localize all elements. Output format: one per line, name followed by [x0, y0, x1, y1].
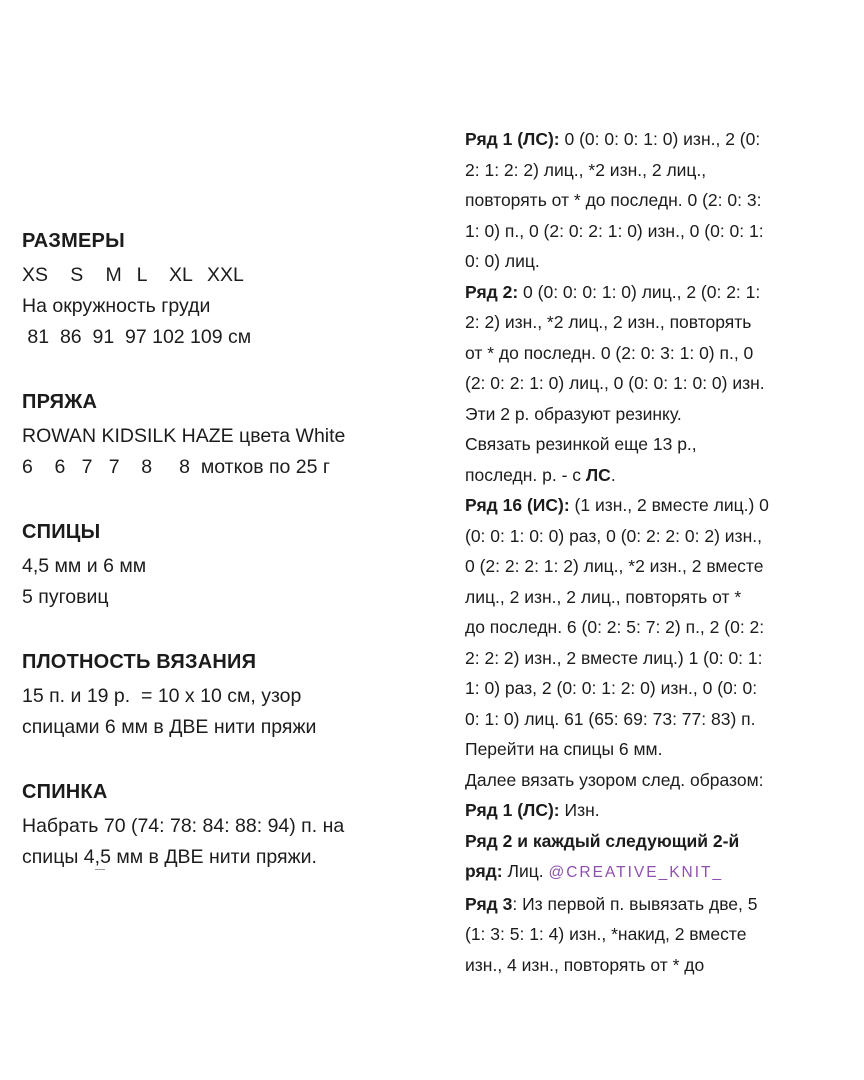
instruction-text: (0: 0: 1: 0: 0) раз, 0 (0: 2: 2: 0: 2) изн.,: [465, 525, 762, 546]
instruction-line: [465, 795, 857, 826]
yarn-title: ПРЯЖА: [22, 391, 98, 413]
row-label: Ряд 2 и каждый следующий 2-й: [465, 830, 740, 851]
yarn-name: ROWAN KIDSILK HAZE цвета White: [22, 425, 346, 447]
watermark-text: @CREATIVE_KNIT_: [548, 864, 724, 881]
instruction-line: [465, 856, 857, 889]
back-title: СПИНКА: [22, 781, 108, 803]
instruction-text: : Из первой п. вывязать две, 5: [512, 893, 758, 914]
instruction-text: 2: 2: 2) изн., 2 вместе лиц.) 1 (0: 0: 1:: [465, 647, 763, 668]
row-label: Ряд 16 (ИС):: [465, 495, 570, 515]
instruction-line: [465, 246, 857, 277]
instruction-line: [465, 124, 857, 155]
sizes-section: [22, 226, 432, 353]
instruction-text: 0 (2: 2: 2: 1: 2) лиц., *2 изн., 2 вместе: [465, 556, 764, 576]
needles-section: [22, 517, 432, 613]
sizes-title: РАЗМЕРЫ: [22, 230, 125, 252]
instruction-line: [465, 765, 857, 796]
instruction-line: [465, 399, 857, 430]
left-column: [22, 226, 432, 907]
row-label: Ряд 1 (ЛС):: [465, 800, 560, 820]
needles-line-1: 4,5 мм и 6 мм: [22, 555, 147, 577]
gauge-title: ПЛОТНОСТЬ ВЯЗАНИЯ: [22, 651, 257, 673]
instruction-text: (1: 3: 5: 1: 4) изн., *накид, 2 вместе: [465, 924, 747, 944]
needles-title: СПИЦЫ: [22, 521, 101, 543]
instruction-text: Изн.: [559, 800, 600, 820]
yarn-skeins: 6 6 7 7 8 8 мотков по 25 г: [22, 456, 331, 478]
instruction-line: [465, 368, 857, 399]
instruction-line: [465, 216, 857, 247]
size-labels: XS S M L XL XXL: [22, 264, 244, 286]
instruction-text: 2: 1: 2: 2) лиц., *2 изн., 2 лиц.,: [465, 159, 707, 180]
yarn-section: [22, 387, 432, 483]
instruction-text: последн. р. - с: [465, 464, 586, 485]
instruction-line: [465, 277, 857, 308]
instruction-line: [465, 155, 857, 186]
instruction-line: [465, 307, 857, 338]
chest-values: 81 86 91 97 102 109 см: [22, 326, 252, 348]
instruction-text-end: .: [610, 464, 616, 485]
chest-label: На окружность груди: [22, 295, 211, 317]
instruction-text: от * до последн. 0 (2: 0: 3: 1: 0) п., 0: [465, 342, 754, 363]
instruction-line: [465, 429, 857, 460]
instruction-line: [465, 950, 857, 981]
instruction-text: Лиц.: [502, 861, 549, 881]
back-line-2: спицы 4,5 мм в ДВЕ нити пряжи.: [22, 846, 317, 868]
instruction-line: [465, 460, 857, 491]
instruction-line: [465, 919, 857, 950]
instruction-line: [465, 338, 857, 369]
instructions-column: [465, 124, 857, 980]
needles-line-2: 5 пуговиц: [22, 586, 109, 608]
instruction-line: [465, 551, 857, 582]
instruction-text: 2: 2) изн., *2 лиц., 2 изн., повторять: [465, 312, 752, 332]
instruction-line: [465, 521, 857, 552]
instruction-text: изн., 4 изн., повторять от * до: [465, 954, 705, 975]
instruction-text: до последн. 6 (0: 2: 5: 7: 2) п., 2 (0: 2:: [465, 617, 765, 637]
instruction-line: [465, 643, 857, 674]
gauge-line-1: 15 п. и 19 р. = 10 х 10 см, узор: [22, 685, 302, 707]
instruction-line: [465, 490, 857, 521]
row-label: ряд:: [465, 861, 503, 881]
side-label: ЛС: [585, 464, 611, 485]
instruction-text: (2: 0: 2: 1: 0) лиц., 0 (0: 0: 1: 0: 0) изн.: [465, 373, 765, 393]
instruction-line: [465, 889, 857, 920]
instruction-text: Перейти на спицы 6 мм.: [465, 739, 663, 759]
instruction-text: Связать резинкой еще 13 р.,: [465, 434, 697, 454]
gauge-section: [22, 647, 432, 743]
instruction-text: повторять от * до последн. 0 (2: 0: 3:: [465, 190, 762, 210]
instruction-text: 0: 0) лиц.: [465, 251, 540, 271]
instruction-text: (1 изн., 2 вместе лиц.) 0: [569, 495, 769, 515]
instruction-text: 0 (0: 0: 0: 1: 0) лиц., 2 (0: 2: 1:: [518, 281, 761, 302]
instruction-text: 0: 1: 0) лиц. 61 (65: 69: 73: 77: 83) п.: [465, 708, 756, 729]
instruction-text: Эти 2 р. образуют резинку.: [465, 403, 682, 424]
instruction-text: Далее вязать узором след. образом:: [465, 769, 764, 790]
row-label: Ряд 3: [465, 893, 513, 914]
instruction-line: [465, 673, 857, 704]
instruction-text: 1: 0) п., 0 (2: 0: 2: 1: 0) изн., 0 (0: 0: 1:: [465, 220, 764, 241]
instruction-line: [465, 734, 857, 765]
instruction-line: [465, 612, 857, 643]
back-section: [22, 777, 432, 873]
instruction-text: 0 (0: 0: 0: 1: 0) изн., 2 (0:: [559, 129, 761, 149]
divider-mark: [95, 869, 105, 870]
instruction-line: [465, 582, 857, 613]
instruction-line: [465, 704, 857, 735]
instruction-text: 1: 0) раз, 2 (0: 0: 1: 2: 0) изн., 0 (0: 0:: [465, 678, 758, 698]
instruction-line: [465, 185, 857, 216]
back-line-1: Набрать 70 (74: 78: 84: 88: 94) п. на: [22, 815, 345, 837]
instruction-line: [465, 826, 857, 857]
gauge-line-2: спицами 6 мм в ДВЕ нити пряжи: [22, 716, 317, 738]
row-label: Ряд 2:: [465, 281, 519, 302]
row-label: Ряд 1 (ЛС):: [465, 129, 560, 149]
instruction-text: лиц., 2 изн., 2 лиц., повторять от *: [465, 586, 742, 607]
